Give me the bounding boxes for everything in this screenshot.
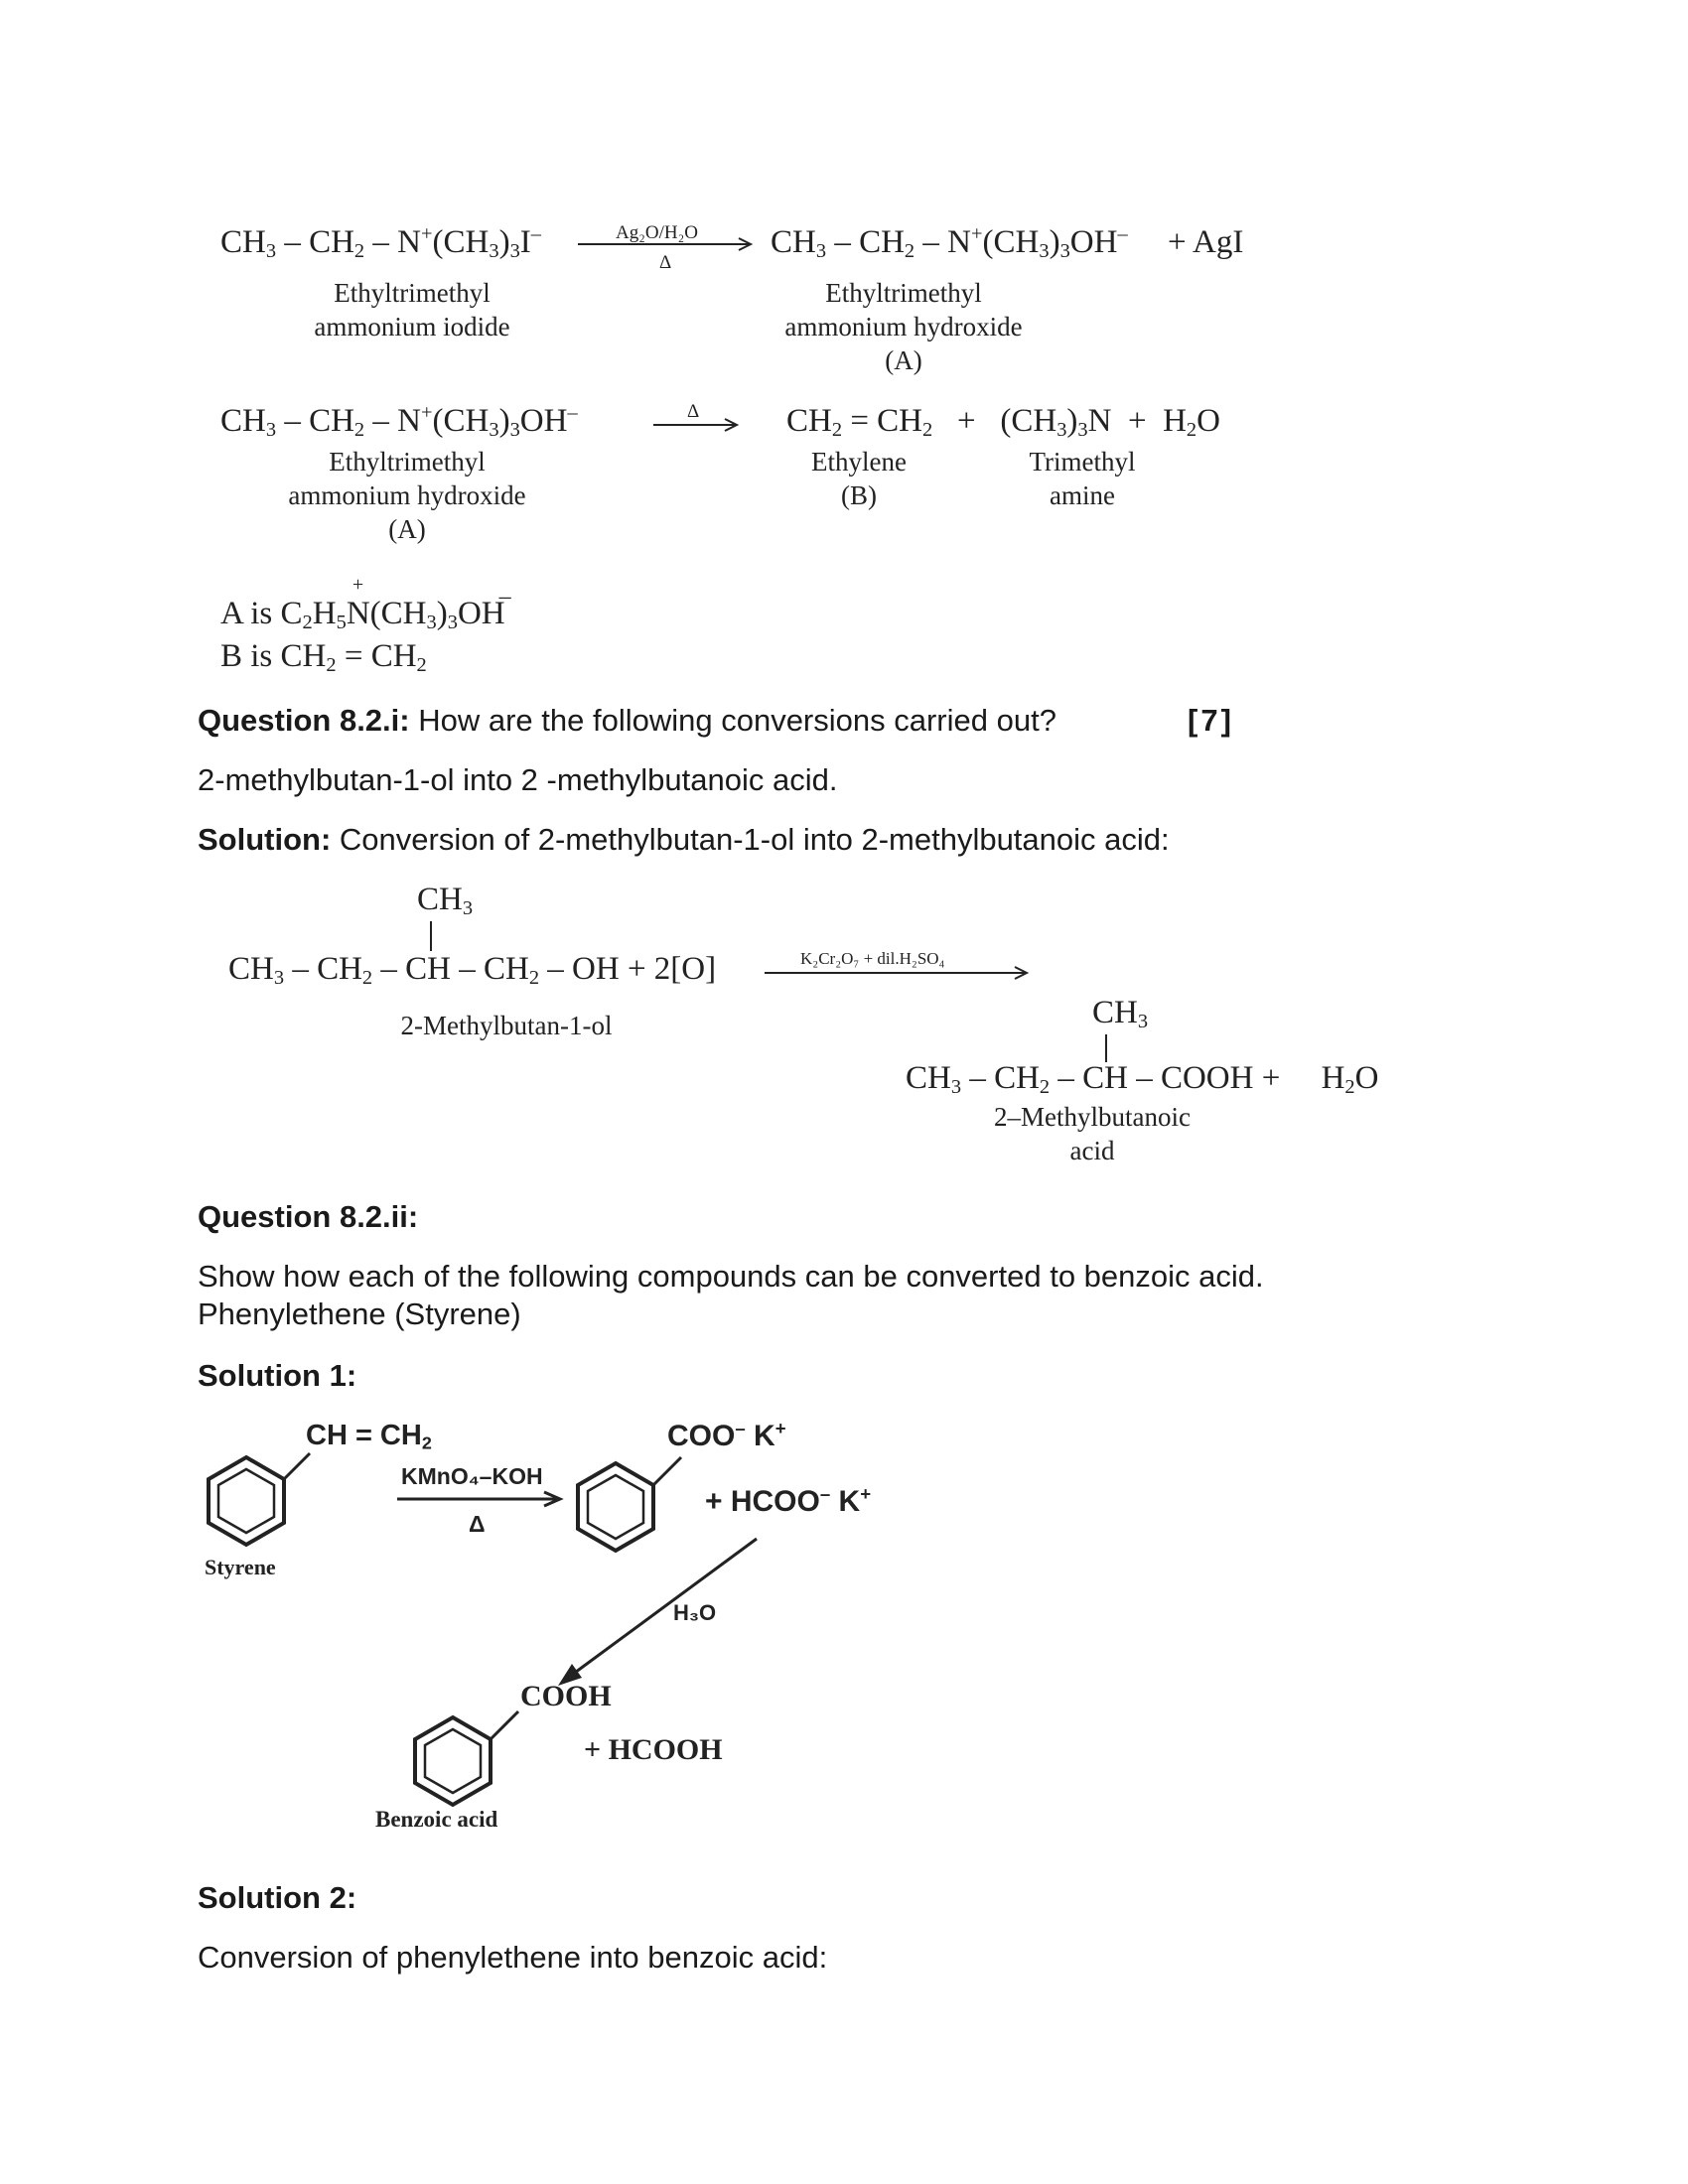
question-822-line2: Phenylethene (Styrene) (198, 1297, 521, 1331)
reaction1-product-label: Ethyltrimethyl ammonium hydroxide (A) (784, 278, 1023, 375)
reaction2-reactant-label: Ethyltrimethyl ammonium hydroxide (A) (288, 447, 526, 544)
question-822-heading: Question 8.2.ii: (198, 1199, 419, 1234)
bond-reactant (429, 921, 433, 953)
benzoic-ring (407, 1707, 506, 1817)
solution2-label: Solution 2: (198, 1880, 357, 1915)
product-821: $CH_3 - CH_2$ – CH – COOH + $H_2O$ (906, 1060, 1379, 1099)
ch3-branch-product: $CH_3$ (1092, 995, 1149, 1033)
h3o-arrow (552, 1535, 771, 1694)
reaction1-reagent: Ag₂O/H₂O (616, 222, 698, 243)
styrene-ring (199, 1449, 298, 1549)
question-821-marks: [7] (1188, 703, 1234, 738)
reaction1-arrow (578, 234, 757, 254)
ch3-branch-reactant: $CH_3$ (417, 882, 474, 920)
h3o-reagent: H₃O (673, 1600, 717, 1625)
reaction2-ethylene: $CH_2 = CH_2 + (CH_3)_3N + H_2O$ (786, 403, 1220, 442)
reaction1-byproduct: + AgI (1168, 224, 1244, 260)
question-821-heading: Question 8.2.i: How are the following conversions carried out? (198, 703, 1056, 738)
reagent-821: K₂Cr₂O₇ + dil.H₂SO₄ (800, 949, 945, 968)
reaction1-product: $CH_3 - CH_2 - N^+(CH_3)_3OH^-$ (771, 222, 1128, 263)
reaction2-heat: Δ (687, 401, 700, 422)
reaction1-reactant: $CH_3 - CH_2 - N^+(CH_3)_3I^-$ (220, 222, 541, 263)
product-name-821: 2–Methylbutanoic acid (994, 1102, 1191, 1165)
benzoic-cooh: COOH (520, 1680, 612, 1712)
styrene-substituent: CH = $CH_2$ (306, 1420, 432, 1453)
benzoic-label: Benzoic acid (375, 1807, 498, 1832)
benzoic-hcooh: + HCOOH (584, 1733, 723, 1766)
formate-product: + HCOO– K+ (705, 1482, 872, 1518)
styrene-label: Styrene (205, 1555, 276, 1579)
benzoate-group: COO– K+ (667, 1417, 786, 1452)
reaction2-ethylene-label: Ethylene (B) (811, 447, 907, 510)
solution-821: Solution: Conversion of 2-methylbutan-1-ol into 2-methylbutanoic acid: (198, 822, 1170, 857)
reactant-821: $CH_3 - CH_2$ – CH – $CH_2$ – OH + 2[O] (228, 951, 717, 990)
answer-b: B is $CH_2 = CH_2$ (220, 638, 427, 677)
kmno4-arrow (397, 1489, 566, 1509)
reaction2-reactant: $CH_3 - CH_2 - N^+(CH_3)_3OH^-$ (220, 401, 578, 442)
arrow-821 (765, 963, 1033, 983)
kmno4-heat: Δ (469, 1511, 486, 1537)
answer-a: A is $C_2H_5N$ + $(CH_3)_3OH$ – (220, 574, 511, 634)
reaction2-amine-label: Trimethyl amine (1029, 447, 1136, 510)
solution2-text: Conversion of phenylethene into benzoic acid: (198, 1940, 828, 1975)
question-821-line2: 2-methylbutan-1-ol into 2 -methylbutanoic acid. (198, 762, 838, 797)
reaction1-heat: Δ (659, 252, 672, 273)
kmno4-reagent: KMnO₄–KOH (401, 1463, 543, 1489)
question-822-line1: Show how each of the following compounds can be converted to benzoic acid. (198, 1259, 1264, 1294)
reaction2-arrow (653, 415, 743, 435)
reaction1-reactant-label: Ethyltrimethyl ammonium iodide (314, 278, 510, 341)
solution1-label: Solution 1: (198, 1358, 357, 1393)
reactant-name-821: 2-Methylbutan-1-ol (400, 1011, 613, 1040)
